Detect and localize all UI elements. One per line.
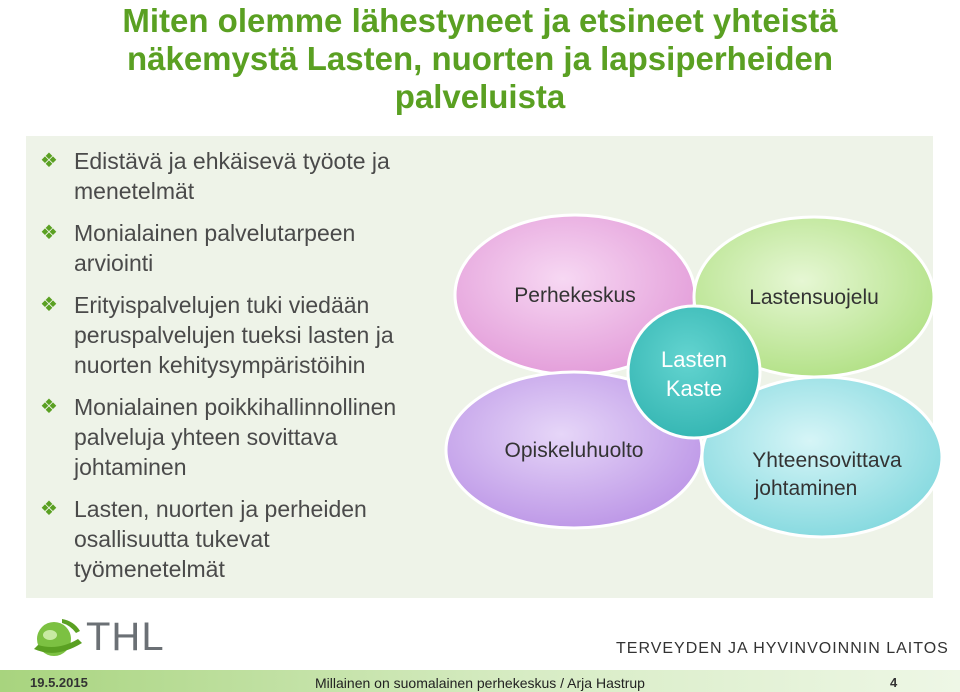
bullet-line: palveluja yhteen sovittava bbox=[74, 424, 338, 450]
page-number: 4 bbox=[890, 675, 898, 690]
title-line: Miten olemme lähestyneet ja etsineet yhteistä bbox=[122, 2, 838, 39]
title-line: näkemystä Lasten, nuorten ja lapsiperheiden bbox=[126, 40, 834, 77]
diamond-bullet-icon: ❖ bbox=[40, 150, 58, 172]
bullet-line: Erityispalvelujen tuki viedään bbox=[74, 292, 370, 318]
bullet-line: nuorten kehitysympäristöihin bbox=[74, 352, 366, 378]
oval-label: johtaminen bbox=[754, 477, 858, 500]
bullet-line: Monialainen poikkihallinnollinen bbox=[74, 394, 397, 420]
title-line: palveluista bbox=[394, 78, 566, 115]
diamond-bullet-icon: ❖ bbox=[40, 222, 58, 244]
diamond-bullet-icon: ❖ bbox=[40, 294, 58, 316]
bullet-line: Edistävä ja ehkäisevä työote ja bbox=[74, 148, 390, 174]
bullet-line: osallisuutta tukevat bbox=[74, 526, 270, 552]
center-label: Kaste bbox=[665, 376, 723, 401]
bullet-line: Lasten, nuorten ja perheiden bbox=[74, 496, 367, 522]
bullet-line: työmenetelmät bbox=[74, 556, 225, 582]
footer-date: 19.5.2015 bbox=[30, 675, 88, 690]
bullet-line: arviointi bbox=[74, 250, 154, 276]
thl-globe-icon bbox=[32, 613, 84, 662]
thl-logo-text: THL bbox=[86, 615, 165, 659]
diamond-bullet-icon: ❖ bbox=[40, 498, 58, 520]
center-circle-lasten-kaste bbox=[628, 306, 760, 438]
footer-text: Millainen on suomalainen perhekeskus / Arja Hastrup bbox=[315, 675, 645, 691]
oval-label: Lastensuojelu bbox=[749, 286, 879, 309]
bullet-line: Monialainen palvelutarpeen bbox=[74, 220, 356, 246]
center-label: Lasten bbox=[660, 347, 728, 372]
oval-label: Yhteensovittava bbox=[752, 449, 902, 472]
organization-name: TERVEYDEN JA HYVINVOINNIN LAITOS bbox=[616, 640, 949, 657]
bullet-line: menetelmät bbox=[74, 178, 195, 204]
oval-label: Perhekeskus bbox=[514, 284, 636, 307]
oval-label: Opiskeluhuolto bbox=[504, 439, 644, 462]
diamond-bullet-icon: ❖ bbox=[40, 396, 58, 418]
bullet-line: johtaminen bbox=[74, 454, 187, 480]
bullet-line: peruspalvelujen tueksi lasten ja bbox=[74, 322, 394, 348]
